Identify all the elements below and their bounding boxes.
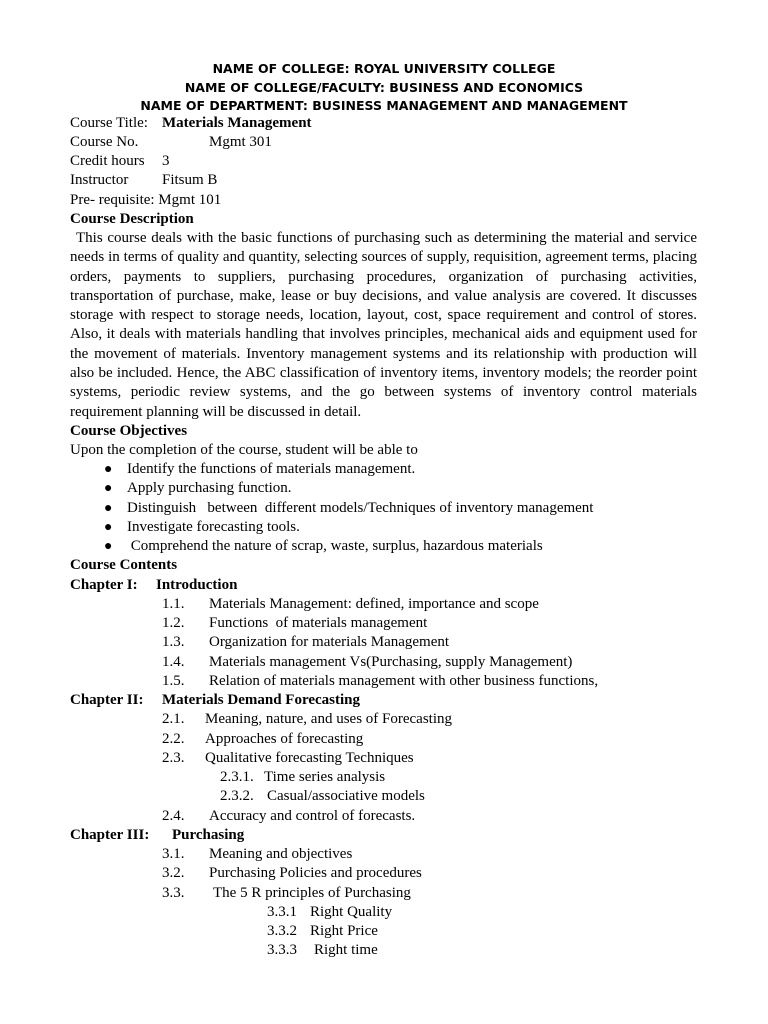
section-title: Organization for materials Management [209, 634, 450, 650]
section-number: 3.2. [162, 865, 185, 881]
document-page: NAME OF COLLEGE: ROYAL UNIVERSITY COLLEGE NAME OF COLLEGE/FACULTY: BUSINESS AND ECONOMICS NAME OF DEPARTMENT: BUSINESS MANAGEMENT AND MANAGEMENT Course Title: Materials Management Course No. Mgmt 301 Credit hours 3 Instructor Fitsum B Pre- requisite: Mgmt 101 Course Description This course deals with the basic functions of purchasing such as determining the material and service needs in terms of quality and quantity, selecting sources of supply, requisition, agreement terms, placing orders, payments to suppliers, purchasing procedures, organization of purchasing activities, transportation of purchase, make, lease or buy decisions, and value analysis are covered. It discusses storage with respect to storage needs, location, layout, cost, space requirement and control of stores. Also, it deals with materials handling that involves principles, mechanical aids and equipment used for the movement of materials. Inventory management systems and its relationship with production will also be included. Hence, the ABC classification of inventory items, inventory models; the reorder point systems, periodic review systems, and the go between systems of inventory control materials requirement planning will be discussed in detail. Course Objectives Upon the completion of the course, student will be able to ● Identify the functions of materials management. ● Apply purchasing function. ● Distinguish between different models/Techniques of inventory management ● Investigate forecasting tools. ● Comprehend the nature of scrap, waste, surplus, hazardous materials Course Contents Chapter I: Introduction 1.1. Materials Management: defined, importance and scope 1.2. Functions of materials management 1.3. Organization for materials Management 1.4. Materials management Vs(Purchasing, supply Management) 1.5. Relation of materials management with other business functions, Chapter II: Materials Demand Forecasting 2.1. Meaning, nature, and uses of Forecasting 2.2. Approaches of forecasting 2.3. Qualitative forecasting Techniques 2.3.1. Time series analysis 2.3.2. Casual/associative models 2.4. Accuracy and control of forecasts. Chapter III: Purchasing 3.1. Meaning and objectives 3.2. Purchasing Policies and procedures 3.3. The 5 R principles of Purchasing 3.3.1 Right Quality 3.3.2 Right Price 3.3.3 Right time [0, 0, 768, 1024]
subsection-title: Right Price [310, 923, 378, 939]
chapter-3-label: Chapter III: [70, 827, 150, 843]
section-title: Meaning, nature, and uses of Forecasting [205, 711, 453, 727]
course-contents-heading: Course Contents [70, 557, 178, 573]
section-number: 2.4. [162, 808, 185, 824]
section-number: 1.1. [162, 596, 185, 612]
course-title-value: Materials Management [162, 115, 312, 131]
course-title-label: Course Title: [70, 115, 148, 131]
course-no-value: Mgmt 301 [209, 134, 272, 150]
section-title: Meaning and objectives [209, 846, 353, 862]
chapter-1-title: Introduction [156, 577, 238, 593]
course-no-label: Course No. [70, 134, 139, 150]
credit-hours-value: 3 [162, 153, 170, 169]
course-description-text: This course deals with the basic functions of purchasing such as determining the material and service needs in terms of quality and quantity, selecting sources of supply, requisition, agreement terms, placing orders, payments to suppliers, purchasing procedures, organization of purchasing activities, transportation of purchase, make, lease or buy decisions, and value analysis are covered. It discusses storage with respect to storage needs, location, layout, cost, space requirement and control of stores. Also, it deals with materials handling that involves principles, mechanical aids and equipment used for the movement of materials. Inventory management systems and its relationship with production will also be included. Hence, the ABC classification of inventory items, inventory models; the reorder point systems, periodic review systems, and the go between systems of inventory control materials requirement planning will be discussed in detail. [70, 230, 697, 420]
chapter-2-title: Materials Demand Forecasting [162, 692, 361, 708]
instructor-label: Instructor [70, 172, 129, 188]
college-name: NAME OF COLLEGE: ROYAL UNIVERSITY COLLEGE [212, 61, 556, 76]
course-objectives-heading: Course Objectives [70, 423, 188, 439]
section-title: Functions of materials management [209, 615, 428, 631]
subsection-title: Right Quality [310, 904, 393, 920]
subsection-number: 3.3.2 [267, 923, 297, 939]
subsection-number: 3.3.1 [267, 904, 297, 920]
section-title: Purchasing Policies and procedures [209, 865, 422, 881]
bullet-icon: ● [104, 481, 113, 496]
chapter-1-label: Chapter I: [70, 577, 138, 593]
department-name: NAME OF DEPARTMENT: BUSINESS MANAGEMENT AND MANAGEMENT [140, 98, 628, 113]
objectives-intro: Upon the completion of the course, student will be able to [70, 442, 418, 458]
section-number: 1.5. [162, 673, 185, 689]
chapter-3-title: Purchasing [172, 827, 245, 843]
bullet-icon: ● [104, 520, 113, 535]
section-title: Relation of materials management with other business functions, [209, 673, 599, 689]
section-number: 3.1. [162, 846, 185, 862]
subsection-number: 3.3.3 [267, 942, 297, 958]
section-number: 2.1. [162, 711, 185, 727]
faculty-name: NAME OF COLLEGE/FACULTY: BUSINESS AND ECONOMICS [184, 80, 584, 95]
credit-hours-label: Credit hours [70, 153, 145, 169]
bullet-icon: ● [104, 462, 113, 477]
section-title: Accuracy and control of forecasts. [209, 808, 416, 824]
section-number: 1.2. [162, 615, 185, 631]
subsection-title: Time series analysis [264, 769, 386, 785]
section-number: 3.3. [162, 885, 185, 901]
section-number: 2.3. [162, 750, 185, 766]
subsection-number: 2.3.1. [220, 769, 254, 785]
bullet-icon: ● [104, 539, 113, 554]
prerequisite: Pre- requisite: Mgmt 101 [70, 192, 222, 208]
subsection-title: Right time [314, 942, 378, 958]
section-title: Approaches of forecasting [205, 731, 364, 747]
section-title: Qualitative forecasting Techniques [205, 750, 414, 766]
subsection-number: 2.3.2. [220, 788, 254, 804]
subsection-title: Casual/associative models [267, 788, 425, 804]
section-number: 2.2. [162, 731, 185, 747]
section-number: 1.3. [162, 634, 185, 650]
section-title: The 5 R principles of Purchasing [213, 885, 411, 901]
course-description-heading: Course Description [70, 211, 194, 227]
section-title: Materials Management: defined, importance and scope [209, 596, 539, 612]
chapter-2-label: Chapter II: [70, 692, 144, 708]
instructor-value: Fitsum B [162, 172, 218, 188]
section-number: 1.4. [162, 654, 185, 670]
bullet-icon: ● [104, 501, 113, 516]
section-title: Materials management Vs(Purchasing, supply Management) [209, 654, 573, 670]
